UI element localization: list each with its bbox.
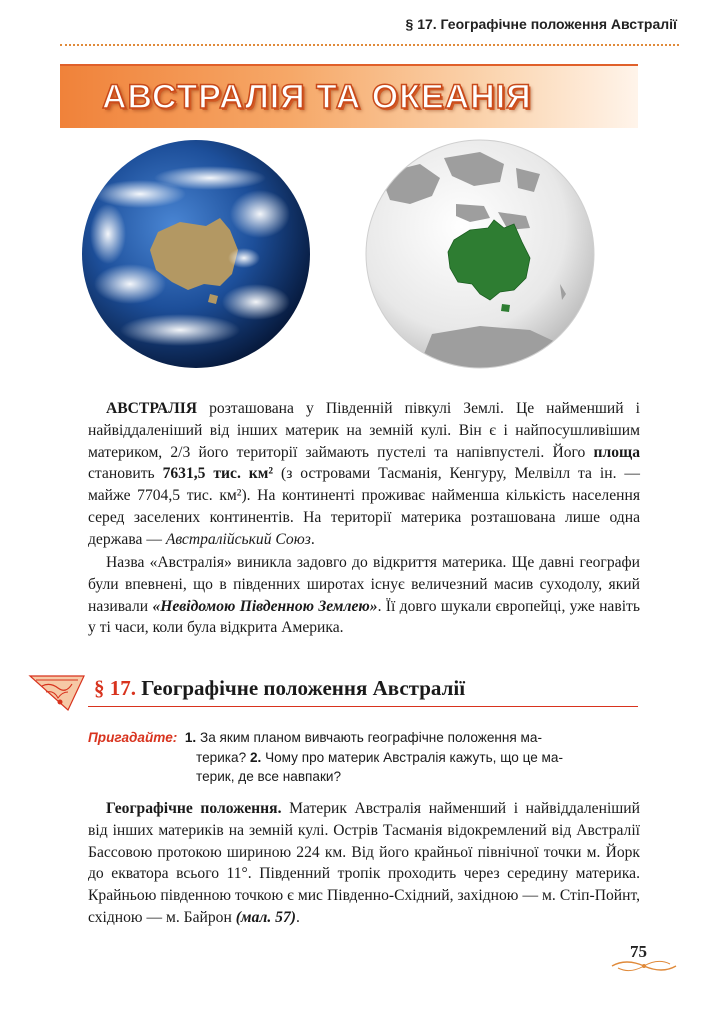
geo-position-paragraph: Географічне положення. Материк Австралія найменший і найвіддаленіший від інших материків на земній кулі. Острів Тасманія відокремлений від Австралії Бассовою протокою шириною 224 км. Від його крайньої північної точки м. Йорк до екватора всього 11°. Південний тропік проходить через середину материка. Крайньою південною точкою є мис Південно-Східний, західною — м. Стіп-Пойнт, східною — м. Байрон (мал. 57). [88,800,640,926]
section-title: Географічне положення Австралії [141,676,466,700]
unknown-southern-land: «Невідомою Південною Землею» [152,597,378,615]
intro-paragraph: АВСТРАЛІЯ розташована у Південній півкулі Землі. Це найменший і найвіддаленіший від інших материк на земній кулі. Він є і найпосушливішим материком, 2/3 його території займають пустелі та напівпустелі. Його площа становить 7631,5 тис. км² (з островами Тасманія, Кенгуру, Мелвілл та ін. — майже 7704,5 тис. км²). На континенті проживає найменша кількість населення серед заселених континентів. На території материка розташована лише одна держава — Австралійський Союз. [88,400,640,548]
remember-block: Пригадайте: 1. За яким планом вивчають географічне положення ма- терика? 2. Чому про материк Австралія кажуть, що це ма- терик, де все навпаки? [88,730,563,784]
section-heading [94,676,465,701]
running-header: § 17. Географічне положення Австралії [405,16,677,32]
chapter-title: АВСТРАЛІЯ ТА ОКЕАНІЯ [102,78,532,116]
page-number: 75 [630,942,647,961]
name-origin-paragraph: Назва «Австралія» виникла задовго до відкриття материка. Ще давні географи були впевнені, що в південних широтах існує величезний масив суходолу, який називали «Невідомою Південною Землею». Її довго шукали європейці, уже навіть у ті часи, коли була відкрита Америка. [88,554,640,637]
state-name: Австралійський Союз [165,530,311,548]
area-label: площа [593,443,640,461]
globe-illustrations [60,134,638,374]
header-divider [60,44,679,46]
page-number-ornament-icon [608,956,680,976]
term-australia: АВСТРАЛІЯ [106,400,198,417]
map-globe-australia-highlighted [366,140,594,370]
section-divider [88,706,638,707]
remember-label: Пригадайте: [88,730,178,745]
question-1: За яким планом вивчають географічне положення ма- [199,730,542,745]
satellite-earth-globe [82,140,310,368]
term-geo-position: Географічне положення. [106,800,282,817]
section-number: § 17. [94,676,136,700]
section-ornament-icon [28,670,86,714]
figure-reference: (мал. 57) [235,908,296,926]
question-2: Чому про материк Австралія кажуть, що це ма- [265,749,563,765]
area-value: 7631,5 тис. км² [162,465,274,483]
